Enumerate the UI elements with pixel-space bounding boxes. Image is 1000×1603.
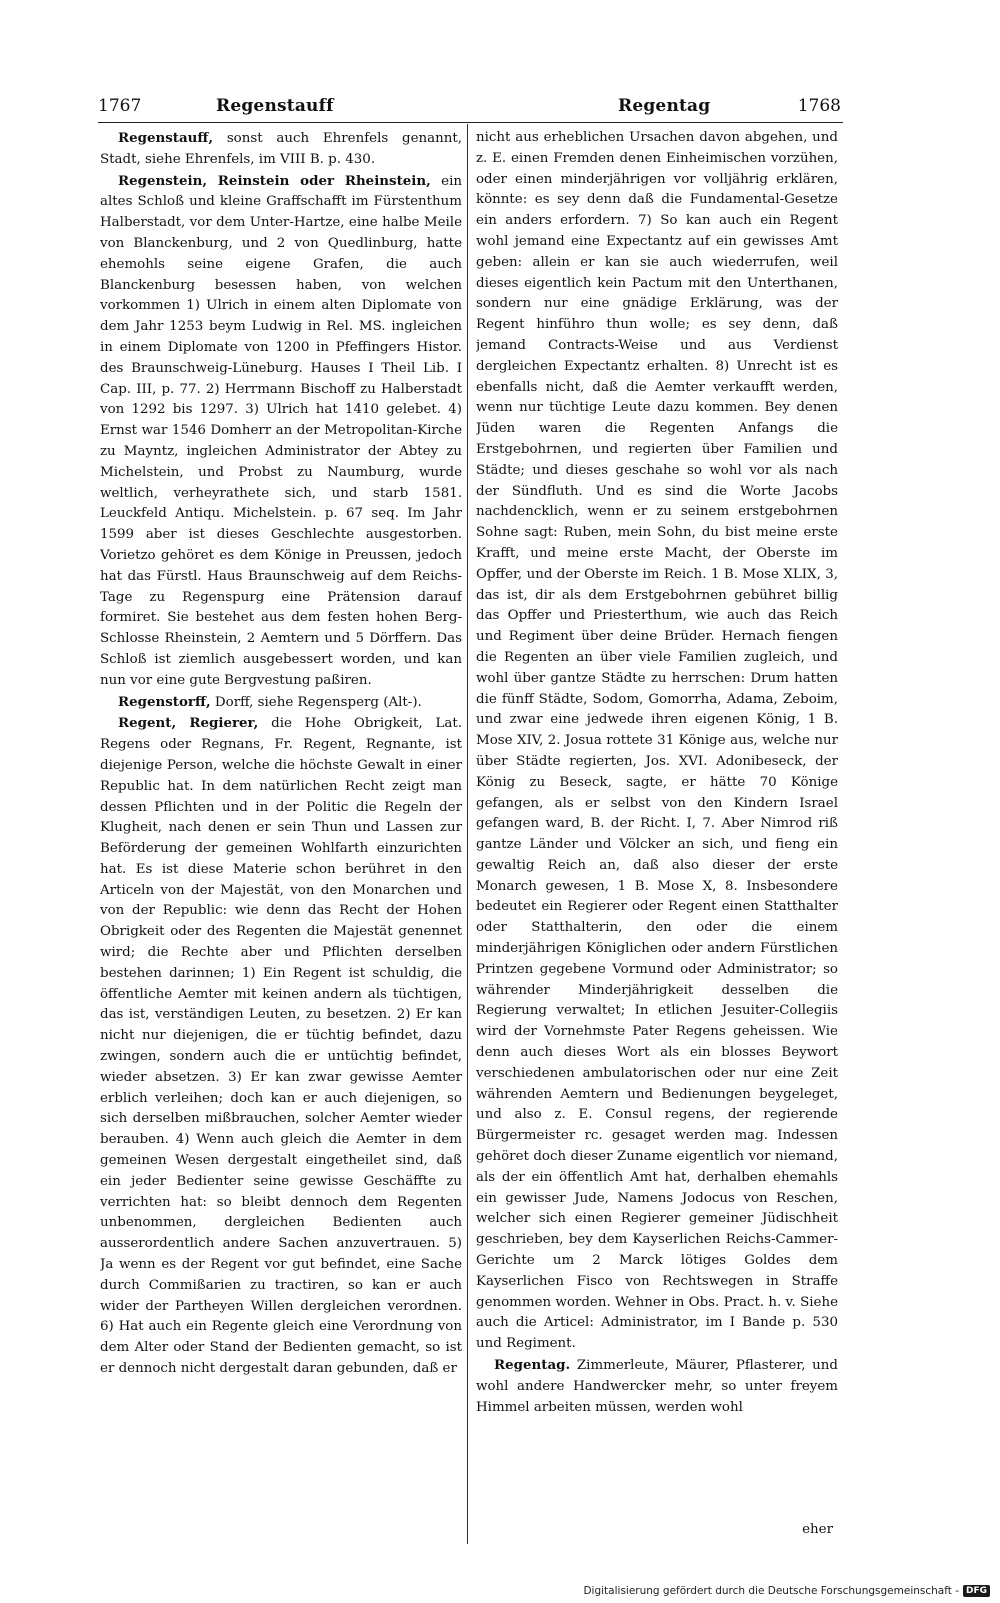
document-page (98, 90, 843, 1550)
column-divider (467, 124, 468, 1544)
right-running-head: Regentag (618, 96, 711, 116)
left-page-number: 1767 (98, 96, 142, 116)
lemma-regenstauff: Regenstauff, (118, 130, 214, 146)
entry-regenstein (100, 171, 462, 692)
entry-text: sonst auch Ehrenfels genannt, Stadt, siehe Ehrenfels, im VIII B. p. 430. (100, 131, 462, 167)
entry-regent (100, 713, 462, 1380)
entry-text: ein altes Schloß und kleine Graffschafft im Fürstenthum Halberstadt, vor dem Unter-Hartze, eine halbe Meile von Blanckenburg, und 2 von Quedlinburg, hatte ehemohls seine eigene Grafen, die auch Blanckenburg besessen haben, von welchen vorkommen 1) Ulrich in einem alten Diplomate von dem Jahr 1253 beym Ludwig in Rel. MS. ingleichen in einem Diplomate von 1200 in Pfeffingers Histor. des Braunschweig-Lüneburg. Hauses I Theil Lib. I Cap. III, p. 77. 2) Herrmann Bischoff zu Halberstadt von 1292 bis 1297. 3) Ulrich hat 1410 gelebet. 4) Ernst war 1546 Domherr an der Metropolitan-Kirche zu Mayntz, ingleichen Administrator der Abtey zu Michelstein, und Probst zu Naumburg, wurde weltlich, verheyrathete sich, und starb 1581. Leuckfeld Antiqu. Michelstein. p. 67 seq. Im Jahr 1599 aber ist dieses Geschlechte ausgestorben. Vorietzo gehöret es dem Könige in Preussen, jedoch hat das Fürstl. Haus Braunschweig auf dem Reichs-Tage zu Regenspurg eine Prätension darauf formiret. Sie bestehet aus dem festen hohen Berg-Schlosse Rheinstein, 2 Aemtern und 5 Dörffern. Das Schloß ist ziemlich ausgebessert worden, und kan nun vor eine gute Bergvestung paßiren. (100, 173, 462, 688)
header-rule (98, 122, 843, 123)
entry-text: nicht aus erheblichen Ursachen davon abgehen, und z. E. einen Fremden denen Einheimischen vorzühen, oder einen minderjährigen vor volljährig erklären, könnte: es sey denn daß die Fundamental-Gesetze ein anders erfordern. 7) So kan auch ein Regent wohl jemand eine Expectantz auf ein gewisses Amt geben: allein er kan sie auch wiederrufen, weil dieses eigentlich kein Pactum mit den Unterthanen, sondern nur eine gnädige Erklärung, was der Regent hinführo thun wolle; es sey denn, daß jemand Contracts-Weise und aus Verdienst dergleichen Expectantz erhalten. 8) Unrecht ist es ebenfalls nicht, daß die Aemter verkaufft werden, wenn nur tüchtige Leute dazu kommen. Bey denen Jüden waren die Regenten Anfangs die Erstgebohrnen, und regierten über Familien und Städte; und dieses geschahe so wohl vor als nach der Sündfluth. Und es sind die Worte Jacobs nachdencklich, wenn er zu seinem erstgebohrnen Sohne sagt: Ruben, mein Sohn, du bist meine erste Krafft, und meine erste Macht, der Oberste im Opffer, und der Oberste im Reich. 1 B. Mose XLIX, 3, das ist, dir als dem Erstgebohrnen gebühret billig das Opffer und Priesterthum, wie auch das Reich und Regiment über deine Brüder. Hernach fiengen die Regenten an über viele Familien zugleich, und wohl über gantze Städte zu herrschen: Drum hatten die fünff Städte, Sodom, Gomorrha, Adama, Zeboim, und zwar eine jedwede ihren eigenen König, 1 B. Mose XIV, 2. Josua rottete 31 Könige aus, welche nur über Städte regierten, Jos. XVI. Adonibeseck, der König zu Beseck, sagte, er hätte 70 Könige gefangen, als er selbst von den Kindern Israel gefangen ward, B. der Richt. I, 7. Aber Nimrod riß gantze Länder und Völcker an sich, und fieng ein gewaltig Reich an, daß also dieser der erste Monarch gewesen, 1 B. Mose X, 8. Insbesondere bedeutet ein Regierer oder Regent einen Statthalter oder Statthalterin, den oder die einem minderjährigen Königlichen oder andern Fürstlichen Printzen gegebene Vormund oder Administrator; so währender Minderjährigkeit desselben die Regierung verwaltet; In etlichen Jesuiter-Collegiis wird der Vornehmste Pater Regens geheissen. Wie denn auch dieses Wort als ein blosses Beywort verschiedenen ambulatorischen oder nur eine Zeit währenden Aemtern und Bedienungen beygeleget, und also z. E. Consul regens, der regierende Bürgermeister rc. gesaget werden mag. Indessen gehöret doch dieser Zuname eigentlich vor niemand, als der ein öffentlich Amt hat, derhalben ehemahls ein gewisser Jude, Namens Jodocus von Reschen, welcher sich einen Regierer gemeiner Jüdischheit geschrieben, bey dem Kayserlichen Reichs-Cammer-Gerichte um 2 Marck lötiges Goldes dem Kayserlichen Fisco von Rechtswegen in Straffe genommen worden. Wehner in Obs. Pract. h. v. Siehe auch die Articel: Administrator, im I Bande p. 530 und Regiment. (476, 130, 838, 1352)
entry-text: Zimmerleute, Mäurer, Pflasterer, und wohl andere Handwercker mehr, so unter freyem Himmel arbeiten müssen, werden wohl (476, 1358, 838, 1415)
entry-regenstauff (100, 128, 462, 171)
digitization-footer (583, 1585, 990, 1597)
entry-text: Dorff, siehe Regensperg (Alt-). (210, 694, 422, 710)
lemma-regent: Regent, Regierer, (118, 715, 259, 732)
entry-regent-continued (476, 128, 838, 1355)
entry-text: die Hohe Obrigkeit, Lat. Regens oder Regnans, Fr. Regent, Regnante, ist diejenige Person, welche die höchste Gewalt in einer Republic hat. In dem natürlichen Recht zeigt man dessen Pflichten und in der Politic die Regeln der Klugheit, nach denen er sein Thun und Lassen zur Beförderung der gemeinen Wohlfarth einzurichten hat. Es ist diese Materie schon berühret in den Articeln von der Majestät, von den Monarchen und von der Republic: wie denn das Recht der Hohen Obrigkeit oder des Regenten die Majestät genennet wird; die Rechte aber und Pflichten derselben bestehen darinnen; 1) Ein Regent ist schuldig, die öffentliche Aemter mit keinen andern als tüchtigen, das ist, verständigen Leuten, zu besetzen. 2) Er kan nicht nur diejenigen, die er tüchtig befindet, dazu zwingen, sondern auch die er untüchtig befindet, wieder absetzen. 3) Er kan zwar gewisse Aemter erblich verleihen; doch kan er auch diejenigen, so sich derselben mißbrauchen, solcher Aemter wieder berauben. 4) Wenn auch gleich die Aemter in dem gemeinen Wesen dergestalt eingetheilet sind, daß ein jeder Bedienter seine gewisse Geschäffte zu verrichten hat: so bleibt dennoch dem Regenten unbenommen, dergleichen Bedienten auch ausserordentlich andere Sachen anzuvertrauen. 5) Ja wenn es der Regent vor gut befindet, eine Sache durch Commißarien zu tractiren, so kan er auch wider der Partheyen Willen dergleichen verordnen. 6) Hat auch ein Regente gleich eine Verordnung von dem Alter oder Stand der Bedienten gemacht, so ist er dennoch nicht dergestalt daran gebunden, daß er (100, 716, 462, 1377)
footer-text: Digitalisierung gefördert durch die Deutsche Forschungsgemeinschaft - (583, 1585, 959, 1597)
left-column (100, 128, 462, 1548)
lemma-regenstein: Regenstein, Reinstein oder Rheinstein, (118, 172, 431, 189)
entry-regenstorff (100, 692, 462, 714)
catchword: eher (802, 1522, 833, 1537)
left-running-head: Regenstauff (216, 96, 334, 116)
right-column (476, 128, 838, 1548)
dfg-logo: DFG (963, 1585, 990, 1597)
lemma-regenstorff: Regenstorff, (118, 693, 211, 710)
lemma-regentag: Regentag. (494, 1357, 571, 1374)
right-page-number: 1768 (797, 96, 841, 116)
entry-regentag (476, 1355, 838, 1418)
running-header (98, 90, 843, 124)
